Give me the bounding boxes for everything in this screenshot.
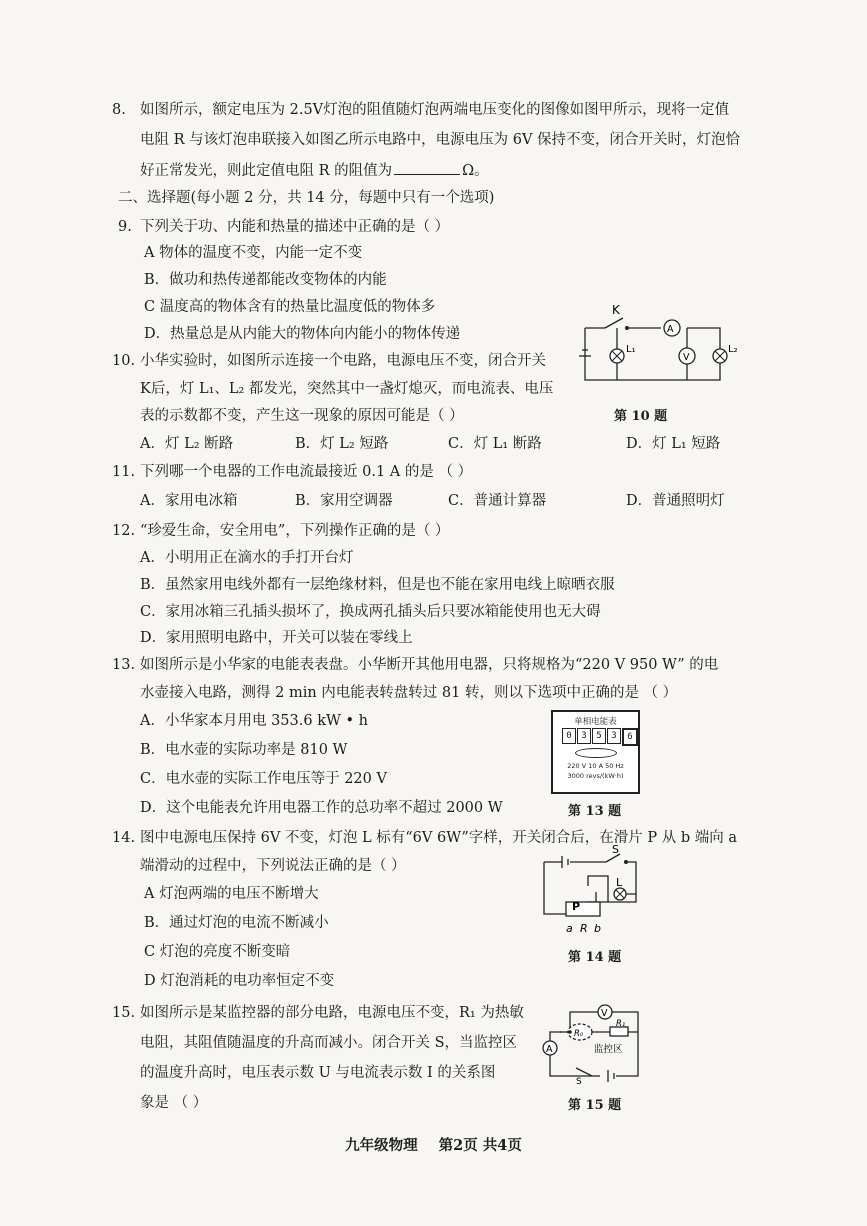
- q8-number: 8.: [112, 102, 126, 118]
- q14-label-b: b: [594, 922, 601, 935]
- q13-caption: 第 13 题: [568, 804, 622, 819]
- meter-digit: 5: [592, 728, 606, 744]
- q15-label-voltmeter: V: [601, 1008, 608, 1019]
- meter-digit: 3: [607, 728, 621, 744]
- q10-option-b: B．灯 L₂ 短路: [295, 436, 389, 452]
- q10-label-voltmeter: V: [683, 352, 690, 363]
- q13-option-b: B．电水壶的实际功率是 810 W: [140, 742, 348, 758]
- q10-option-c: C．灯 L₁ 断路: [448, 436, 542, 452]
- q14-label-switch: S: [612, 844, 619, 856]
- q11-number: 11.: [112, 464, 136, 480]
- q14-number: 14.: [112, 830, 136, 846]
- q10-caption: 第 10 题: [614, 409, 668, 424]
- q15-line1: 如图所示是某监控器的部分电路，电源电压不变，R₁ 为热敏: [140, 1005, 524, 1021]
- q14-option-d: D 灯泡消耗的电功率恒定不变: [144, 973, 335, 989]
- q15-label-ammeter: A: [546, 1044, 553, 1055]
- q13-line2: 水壶接入电路，测得 2 min 内电能表转盘转过 81 转，则以下选项中正确的是 （ ）: [140, 685, 678, 701]
- q14-circuit-diagram: [536, 844, 646, 936]
- q10-option-a: A．灯 L₂ 断路: [140, 436, 234, 452]
- q15-label-r0: R₀: [574, 1029, 584, 1039]
- q13-line1: 如图所示是小华家的电能表表盘。小华断开其他用电器，只将规格为“220 V 950 W” 的电: [140, 657, 719, 673]
- q14-line1: 图中电源电压保持 6V 不变，灯泡 L 标有“6V 6W”字样，开关闭合后，在滑片 P 从 b 端向 a: [140, 830, 738, 846]
- section-2-title: 二、选择题(每小题 2 分，共 14 分，每题中只有一个选项): [118, 190, 495, 206]
- q8-line3: [140, 160, 827, 181]
- q9-option-c: C 温度高的物体含有的热量比温度低的物体多: [144, 299, 436, 315]
- q12-option-b: B．虽然家用电线外都有一层绝缘材料，但是也不能在家用电线上晾晒衣服: [140, 577, 615, 593]
- q13-meter-spec1: 220 V 10 A 50 Hz: [567, 762, 624, 770]
- q12-option-c: C．家用冰箱三孔插头损坏了，换成两孔插头后只要冰箱能使用也无大碍: [140, 604, 601, 620]
- q10-option-d: D．灯 L₁ 短路: [626, 436, 721, 452]
- q10-number: 10.: [112, 353, 136, 369]
- q13-meter-disc: [575, 748, 617, 758]
- q14-option-c: C 灯泡的亮度不断变暗: [144, 944, 291, 960]
- q12-number: 12.: [112, 523, 136, 539]
- q10-line3: 表的示数都不变，产生这一现象的原因可能是（ ）: [140, 408, 464, 424]
- q8-line2: 电阻 R 与该灯泡串联接入如图乙所示电路中，电源电压为 6V 保持不变，闭合开关时，灯泡恰: [140, 132, 741, 148]
- q15-number: 15.: [112, 1005, 136, 1021]
- q13-meter-spec2: 3000 revs/(kW·h): [567, 772, 624, 780]
- q10-circuit-diagram: [575, 296, 745, 392]
- q14-label-lamp: L: [616, 876, 623, 889]
- q11-option-c: C．普通计算器: [448, 493, 547, 509]
- q12-option-d: D．家用照明电路中，开关可以装在零线上: [140, 630, 413, 646]
- q8-answer-blank: [394, 160, 460, 175]
- q15-line2: 电阻，其阻值随温度的升高而减小。闭合开关 S，当监控区: [140, 1035, 518, 1051]
- meter-digit: 6: [622, 728, 638, 746]
- q9-option-d: D．热量总是从内能大的物体向内能小的物体传递: [144, 326, 461, 342]
- q14-option-a: A 灯泡两端的电压不断增大: [144, 886, 319, 902]
- q8-line3-text: 好正常发光，则此定值电阻 R 的阻值为: [140, 163, 393, 179]
- q14-label-a: a: [566, 922, 573, 935]
- q13-option-a: A．小华家本月用电 353.6 kW • h: [140, 713, 368, 729]
- q13-number: 13.: [112, 657, 136, 673]
- q15-line4: 象是 （ ）: [140, 1095, 208, 1111]
- q14-caption: 第 14 题: [568, 950, 622, 965]
- q10-label-lamp2: L₂: [728, 344, 738, 355]
- q13-meter-title: 单相电能表: [574, 717, 617, 727]
- q10-label-lamp1: L₁: [626, 344, 636, 355]
- q13-option-c: C．电水壶的实际工作电压等于 220 V: [140, 771, 387, 787]
- q15-label-switch: S: [576, 1077, 582, 1084]
- q9-option-b: B．做功和热传递都能改变物体的内能: [144, 272, 387, 288]
- q11-option-a: A．家用电冰箱: [140, 493, 238, 509]
- q13-energy-meter: [551, 710, 640, 794]
- q10-label-ammeter: A: [667, 324, 674, 335]
- meter-digit: 0: [562, 728, 576, 744]
- q11-option-b: B．家用空调器: [295, 493, 393, 509]
- q11-stem: 下列哪一个电器的工作电流最接近 0.1 A 的是 （ ）: [140, 464, 473, 480]
- q13-option-d: D．这个电能表允许用电器工作的总功率不超过 2000 W: [140, 800, 503, 816]
- footer-subject: 九年级物理: [345, 1137, 418, 1154]
- q14-line2: 端滑动的过程中，下列说法正确的是（ ）: [140, 858, 406, 874]
- q12-stem: “珍爱生命，安全用电”，下列操作正确的是（ ）: [140, 523, 450, 539]
- q14-label-r: R: [580, 922, 588, 935]
- q10-line2: K后，灯 L₁、L₂ 都发光，突然其中一盏灯熄灭，而电流表、电压: [140, 381, 554, 397]
- q13-meter-digits: [562, 728, 639, 746]
- q11-option-d: D．普通照明灯: [626, 493, 725, 509]
- q10-label-switch: K: [612, 303, 620, 317]
- q15-circuit-diagram: [540, 992, 650, 1084]
- q8-unit: Ω。: [462, 163, 489, 179]
- q9-stem: 下列关于功、内能和热量的描述中正确的是（ ）: [140, 219, 450, 235]
- page-footer: [0, 1134, 867, 1155]
- q14-label-slider: P: [572, 900, 581, 913]
- q14-option-b: B．通过灯泡的电流不断减小: [144, 915, 329, 931]
- footer-page-number: 第2页 共4页: [438, 1137, 522, 1154]
- q15-label-zone: 监控区: [594, 1044, 623, 1055]
- q12-option-a: A．小明用正在滴水的手打开台灯: [140, 550, 354, 566]
- q15-caption: 第 15 题: [568, 1098, 622, 1113]
- q8-line1: 如图所示，额定电压为 2.5V灯泡的阻值随灯泡两端电压变化的图像如图甲所示，现将一定值: [140, 102, 730, 118]
- meter-digit: 3: [577, 728, 591, 744]
- q10-line1: 小华实验时，如图所示连接一个电路，电源电压不变，闭合开关: [140, 353, 546, 369]
- q9-option-a: A 物体的温度不变，内能一定不变: [144, 245, 363, 261]
- q9-number: 9.: [118, 219, 132, 235]
- q15-label-r1: R₁: [616, 1019, 626, 1029]
- q15-line3: 的温度升高时，电压表示数 U 与电流表示数 I 的关系图: [140, 1065, 496, 1081]
